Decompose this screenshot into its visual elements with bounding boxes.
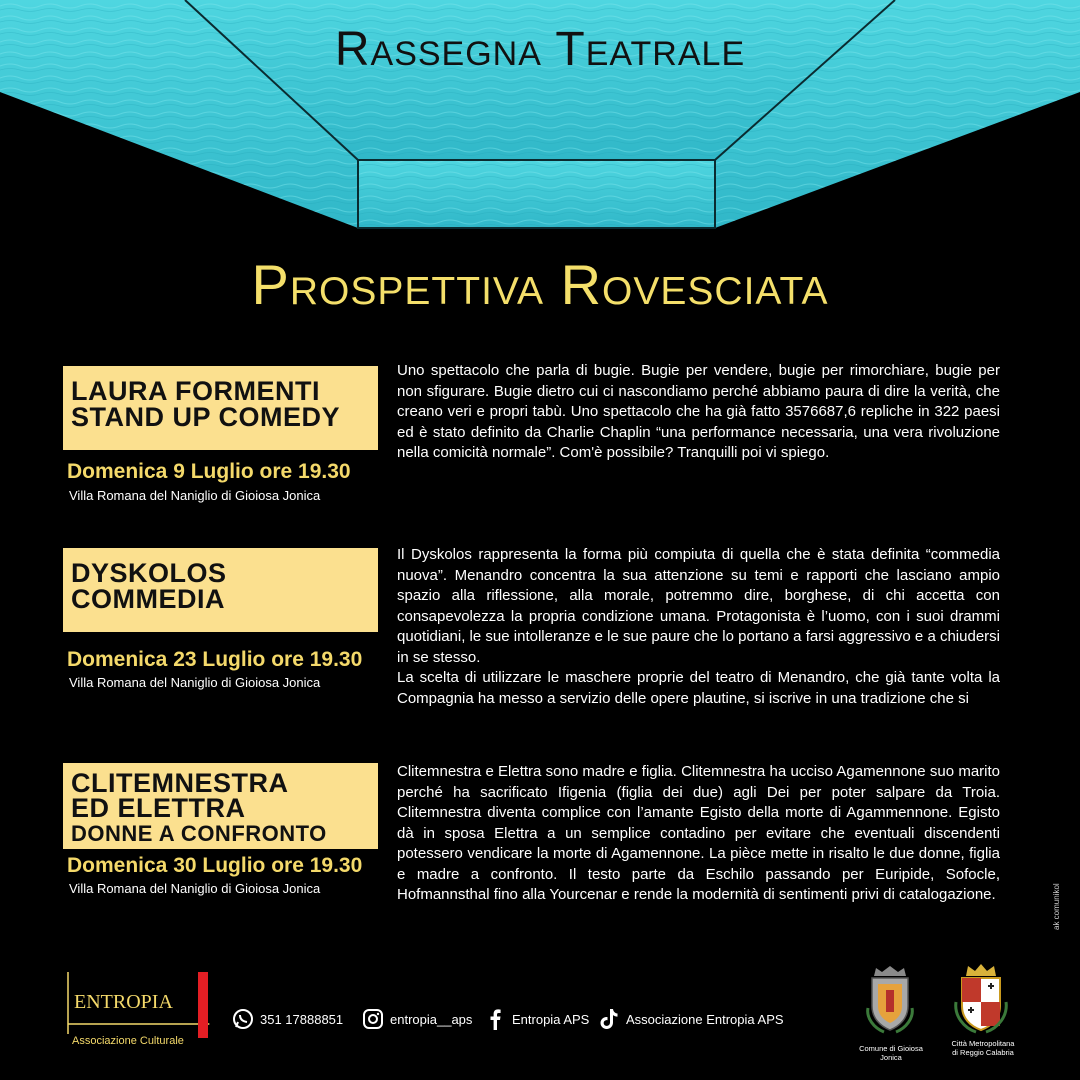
- event-title-line: CLITEMNESTRA: [71, 768, 289, 798]
- crest-label-reggio-line2: di Reggio Calabria: [952, 1048, 1014, 1057]
- event-description-text: La scelta di utilizzare le maschere proprie del teatro di Menandro, che già tante volta la Compagnia ha messo a servizio delle opere plautine, si iscrive in una tradizione che si: [397, 669, 1000, 707]
- event-title-box: [63, 548, 378, 632]
- instagram-contact[interactable]: [362, 1008, 472, 1030]
- crest-label-reggio: [946, 1039, 1020, 1057]
- event-title-box: [63, 763, 378, 849]
- facebook-contact[interactable]: [484, 1008, 589, 1030]
- facebook-icon: [484, 1008, 506, 1030]
- event-description-text: Uno spettacolo che parla di bugie. Bugie per vendere, bugie per rimorchiare, bugie per non sfigurare. Bugie dietro cui ci nascondiamo perché abbiamo paura di dire la verità, che creano veri e propri tabù. Uno spettacolo che ha già fatto 3576687,6 repliche in 322 paesi ed è stato definito da Charlie Chaplin “una performance necessaria, una vera rivoluzione nella comicità normale”. Com'è possibile? Tranquilli poi vi spiego.: [397, 362, 1000, 461]
- instagram-icon: [362, 1008, 384, 1030]
- gioiosa-jonica-crest-icon: [862, 962, 918, 1038]
- tiktok-contact[interactable]: [598, 1008, 784, 1030]
- event-title-line: COMMEDIA: [71, 584, 225, 614]
- tiktok-account: Associazione Entropia APS: [626, 1011, 784, 1027]
- event-venue: Villa Romana del Naniglio di Gioiosa Jonica: [69, 881, 321, 896]
- series-title: Rassegna Teatrale: [334, 23, 746, 76]
- instagram-handle: entropia__aps: [390, 1011, 473, 1027]
- phone-contact[interactable]: [232, 1008, 343, 1030]
- event-description: [397, 762, 1000, 906]
- facebook-page: Entropia APS: [512, 1011, 590, 1027]
- event-date: Domenica 9 Luglio ore 19.30: [67, 460, 351, 483]
- event-title-line: DONNE A CONFRONTO: [71, 821, 327, 846]
- crest-label-gioiosa: Comune di Gioiosa Jonica: [859, 1044, 923, 1062]
- event-title-line: LAURA FORMENTI: [71, 376, 320, 406]
- event-description-text: Il Dyskolos rappresenta la forma più compiuta di quella che è stata definita “commedia nuova”. Menandro concentra la sua attenzione su temi e rapporti che lasciano ampio spazio alla riflessione, alla morale, potremmo dire, borghese, di chi accetta con consapevolezza la propria condizione umana. Protagonista è l’uomo, con i suoi drammi quotidiani, le sue intolleranze e le sue paure che lo portano a farsi aggressivo e a chiudersi in se stesso.: [397, 546, 1000, 666]
- event-date: Domenica 30 Luglio ore 19.30: [67, 854, 363, 877]
- reggio-calabria-crest-icon: [948, 962, 1014, 1038]
- event-description: [397, 545, 1000, 709]
- logo-wordmark: ENTROPIA: [74, 991, 173, 1013]
- event-title-line: STAND UP COMEDY: [71, 402, 341, 432]
- tiktok-icon: [598, 1008, 620, 1030]
- event-title-box: [63, 366, 378, 450]
- event-description-text: Clitemnestra e Elettra sono madre e figlia. Clitemnestra ha ucciso Agamennone suo marito perché ha sacrificato Ifigenia (figlia dei due) agli Dei per poter salpare da Troia. Clitemnestra diventa complice con l’amante Egisto della morte di Agammennone. Egisto dà in sposa Elettra a un semplice contadino per evitare che eventuali discendenti potessero vendicare la morte di Agamennone. La pièce mette in risalto le due donne, figlia e madre a confronto. Il testo parte da Eschilo passando per Euripide, Sofocle, Hofmannsthal fino alla Yourcenar e rende la modernità di sentimenti privi di catalogazione.: [397, 763, 1000, 903]
- event-venue: Villa Romana del Naniglio di Gioiosa Jonica: [69, 488, 321, 503]
- logo-subtitle: Associazione Culturale: [72, 1035, 184, 1047]
- event-description: [397, 361, 1000, 464]
- designer-credit: ak comunikol: [1052, 883, 1061, 930]
- entropia-logo: [64, 968, 214, 1040]
- crest-label-reggio-line1: Città Metropolitana: [951, 1039, 1015, 1048]
- event-title-line: DYSKOLOS: [71, 558, 227, 588]
- whatsapp-icon: [232, 1008, 254, 1030]
- event-title-line: ED ELETTRA: [71, 793, 246, 823]
- event-venue: Villa Romana del Naniglio di Gioiosa Jonica: [69, 675, 321, 690]
- event-date: Domenica 23 Luglio ore 19.30: [67, 648, 363, 671]
- phone-number: 351 17888851: [260, 1011, 344, 1027]
- main-title: Prospettiva Rovesciata: [251, 253, 829, 316]
